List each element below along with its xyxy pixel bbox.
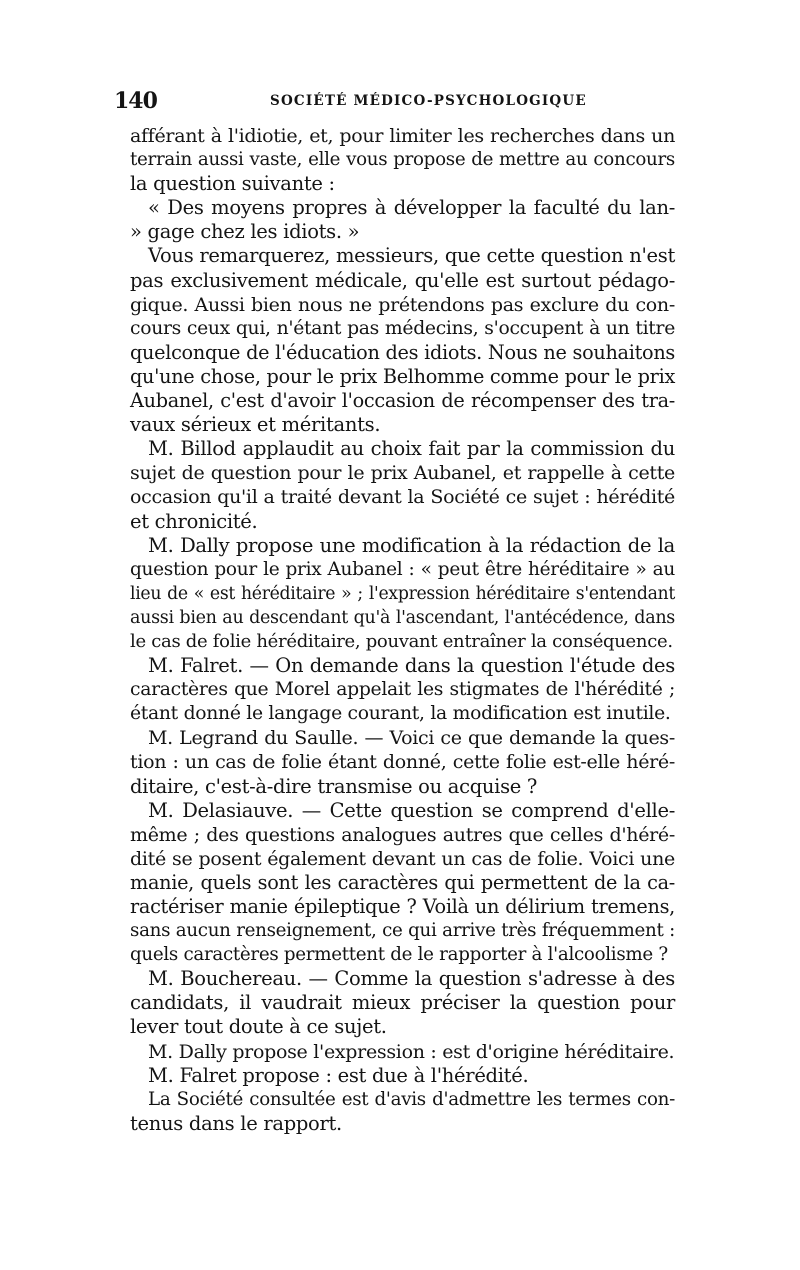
text-line: Aubanel, c'est d'avoir l'occasion de récompenser des tra- xyxy=(130,389,675,413)
text-line: manie, quels sont les caractères qui permettent de la ca- xyxy=(130,870,675,894)
text-line: La Société consultée est d'avis d'admettre les termes con- xyxy=(148,1088,675,1110)
text-line: » gage chez les idiots. » xyxy=(130,220,360,244)
text-line: et chronicité. xyxy=(130,509,258,533)
text-line: quelconque de l'éducation des idiots. Nous ne souhaitons xyxy=(130,340,675,364)
body-text xyxy=(130,124,675,1136)
text-line: question pour le prix Aubanel : « peut être héréditaire » au xyxy=(130,558,675,580)
text-line: tion : un cas de folie étant donné, cette folie est-elle héré- xyxy=(130,751,675,774)
text-line: lieu de « est héréditaire » ; l'expression héréditaire s'entendant xyxy=(130,583,675,604)
text-line: candidats, il vaudrait mieux préciser la question pour xyxy=(130,991,675,1015)
text-line: caractères que Morel appelait les stigmates de l'hérédité ; xyxy=(130,679,675,701)
text-line: M. Bouchereau. — Comme la question s'adresse à des xyxy=(148,967,675,991)
text-line: occasion qu'il a traité devant la Société ce sujet : hérédité xyxy=(130,486,675,509)
text-line: ditaire, c'est-à-dire transmise ou acquise ? xyxy=(130,774,538,798)
text-line: terrain aussi vaste, elle vous propose de mettre au concours xyxy=(130,149,675,171)
text-line: pas exclusivement médicale, qu'elle est surtout pédago- xyxy=(130,268,675,292)
text-line: étant donné le langage courant, la modification est inutile. xyxy=(130,703,671,725)
text-line: cours ceux qui, n'étant pas médecins, s'occupent à un titre xyxy=(130,317,675,339)
text-line: sans aucun renseignement, ce qui arrive très fréquemment : xyxy=(130,920,675,942)
text-line: M. Falret. — On demande dans la question l'étude des xyxy=(148,654,675,678)
text-line: la question suivante : xyxy=(130,172,335,196)
page-header xyxy=(114,88,674,118)
text-line: M. Delasiauve. — Cette question se comprend d'elle- xyxy=(148,798,675,822)
page-number: 140 xyxy=(114,88,157,114)
text-line: sujet de question pour le prix Aubanel, et rappelle à cette xyxy=(130,462,675,485)
text-line: Vous remarquerez, messieurs, que cette question n'est xyxy=(148,244,675,268)
text-line: M. Falret propose : est due à l'hérédité. xyxy=(148,1063,529,1087)
text-line: ractériser manie épileptique ? Voilà un délirium tremens, xyxy=(130,895,675,918)
text-line: M. Dally propose l'expression : est d'origine héréditaire. xyxy=(148,1040,675,1063)
text-line: même ; des questions analogues autres que celles d'héré- xyxy=(130,823,675,846)
text-line: M. Billod applaudit au choix fait par la commission du xyxy=(148,437,675,461)
text-line: M. Dally propose une modification à la rédaction de la xyxy=(148,533,675,557)
text-line: tenus dans le rapport. xyxy=(130,1111,342,1135)
text-line: afférant à l'idiotie, et, pour limiter les recherches dans un xyxy=(130,125,675,147)
text-line: le cas de folie héréditaire, pouvant entraîner la conséquence. xyxy=(130,630,673,652)
text-line: gique. Aussi bien nous ne prétendons pas exclure du con- xyxy=(130,293,675,316)
text-line: lever tout doute à ce sujet. xyxy=(130,1015,387,1039)
text-line: qu'une chose, pour le prix Belhomme comme pour le prix xyxy=(130,364,675,388)
text-line: dité se posent également devant un cas de folie. Voici une xyxy=(130,847,675,870)
text-line: M. Legrand du Saulle. — Voici ce que demande la ques- xyxy=(148,727,675,750)
text-line: quels caractères permettent de le rapporter à l'alcoolisme ? xyxy=(130,944,668,966)
text-line: vaux sérieux et méritants. xyxy=(130,413,381,437)
text-line: « Des moyens propres à développer la faculté du lan- xyxy=(148,196,675,220)
running-head: SOCIÉTÉ MÉDICO-PSYCHOLOGIQUE xyxy=(270,93,587,109)
text-line: aussi bien au descendant qu'à l'ascendant, l'antécédence, dans xyxy=(130,607,675,628)
